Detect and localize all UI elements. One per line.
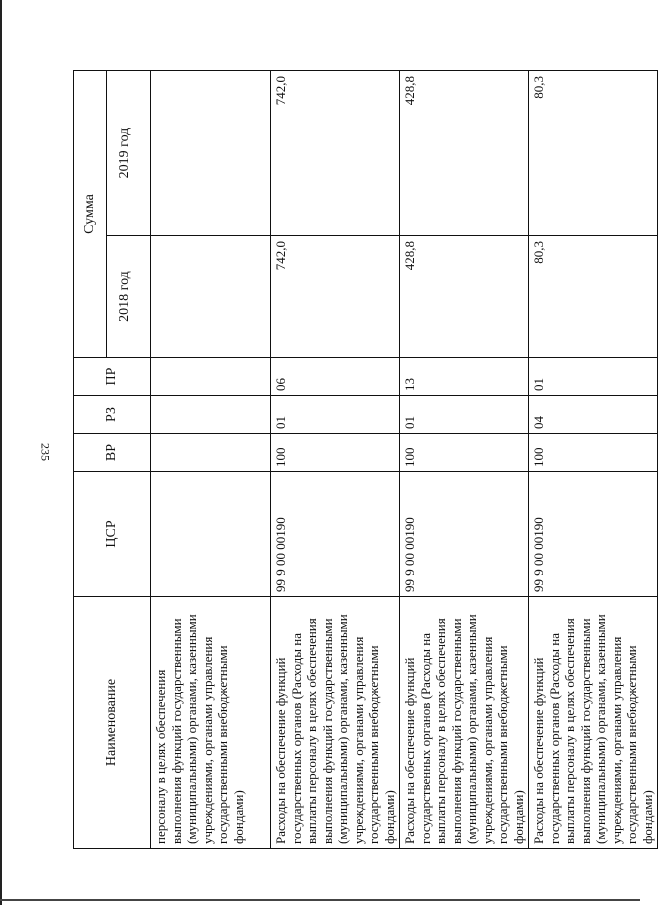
row-vr [151, 434, 271, 472]
row-csr: 99 9 00 00190 [400, 472, 529, 597]
row-sum-2018 [151, 236, 271, 358]
row-name: Расходы на обеспечение функций государственных органов (Расходы на выплаты персоналу в целях обеспечения выполнения функций государственными (муниципальными) органами, казенными учреждениями, органами управления государственными внебюджетными фондами) [400, 597, 529, 849]
row-vr: 100 [271, 434, 400, 472]
table-row [151, 71, 271, 849]
row-sum-2019: 428,8 [400, 71, 529, 236]
row-vr: 100 [400, 434, 529, 472]
table-row [529, 71, 658, 849]
rotated-page-content [73, 71, 655, 849]
row-sum-2019 [151, 71, 271, 236]
row-csr [151, 472, 271, 597]
row-rz: 04 [529, 396, 658, 434]
header-row [74, 71, 107, 849]
header-sum: Сумма [74, 71, 107, 358]
row-sum-2019: 742,0 [271, 71, 400, 236]
row-sum-2018: 80,3 [529, 236, 658, 358]
scan-edge-bottom [0, 899, 640, 901]
header-year-2018: 2018 год [107, 236, 151, 358]
row-name: Расходы на обеспечение функций государственных органов (Расходы на выплаты персоналу в целях обеспечения выполнения функций государственными (муниципальными) органами, казенными учреждениями, органами управления государственными внебюджетными фондами) [529, 597, 658, 849]
row-rz: 01 [400, 396, 529, 434]
scan-edge-left [0, 0, 2, 905]
budget-table [73, 70, 658, 849]
row-rz: 01 [271, 396, 400, 434]
row-csr: 99 9 00 00190 [529, 472, 658, 597]
header-vr: ВР [74, 434, 151, 472]
row-pr: 01 [529, 358, 658, 396]
row-csr: 99 9 00 00190 [271, 472, 400, 597]
row-vr: 100 [529, 434, 658, 472]
header-year-2019: 2019 год [107, 71, 151, 236]
row-pr: 06 [271, 358, 400, 396]
row-sum-2019: 80,3 [529, 71, 658, 236]
table-row [400, 71, 529, 849]
header-rz: РЗ [74, 396, 151, 434]
page-number: 235 [38, 443, 53, 461]
row-rz [151, 396, 271, 434]
row-name: персоналу в целях обеспечения выполнения функций государственными (муниципальными) органами, казенными учреждениями, органами управления государственными внебюджетными фондами) [151, 597, 271, 849]
header-name: Наименование [74, 597, 151, 849]
header-csr: ЦСР [74, 472, 151, 597]
header-pr: ПР [74, 358, 151, 396]
row-name: Расходы на обеспечение функций государственных органов (Расходы на выплаты персоналу в целях обеспечения выполнения функций государственными (муниципальными) органами, казенными учреждениями, органами управления государственными внебюджетными фондами) [271, 597, 400, 849]
row-pr [151, 358, 271, 396]
table-row [271, 71, 400, 849]
row-sum-2018: 428,8 [400, 236, 529, 358]
row-sum-2018: 742,0 [271, 236, 400, 358]
row-pr: 13 [400, 358, 529, 396]
